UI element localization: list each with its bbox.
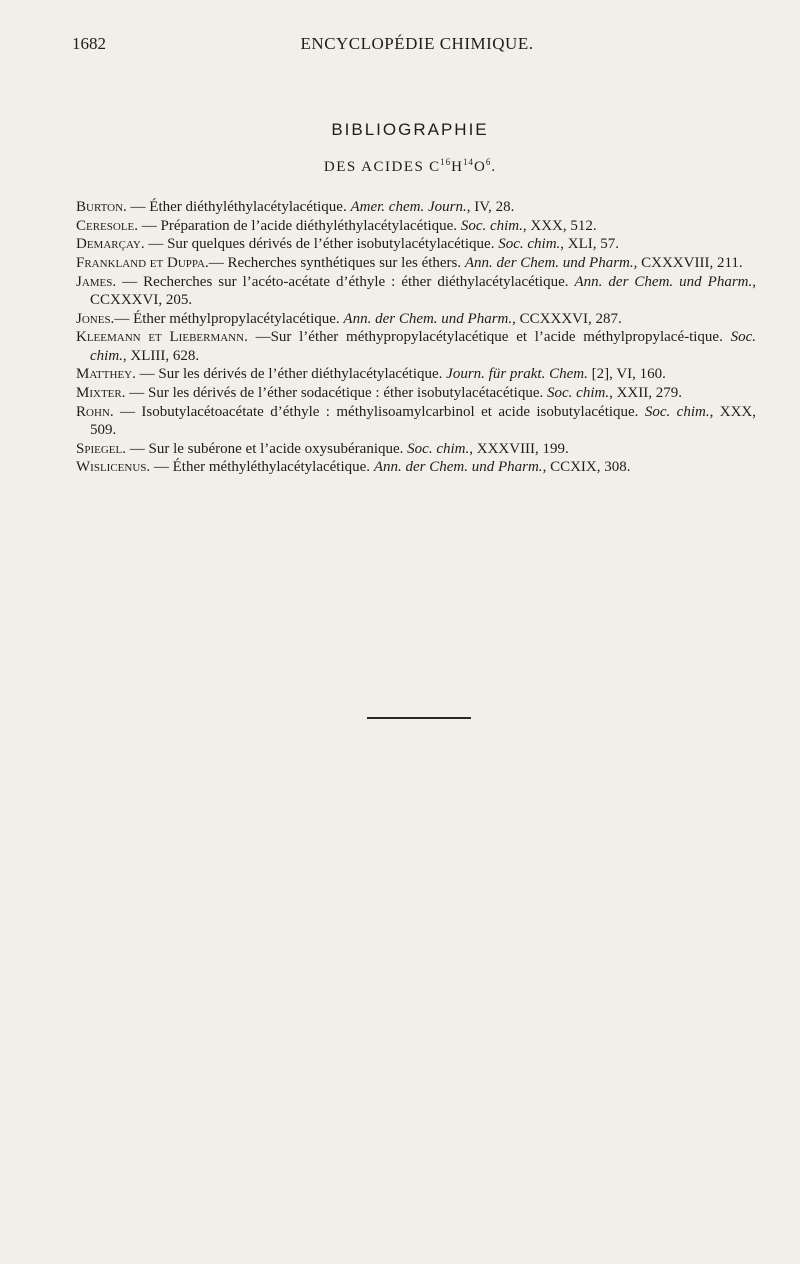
entry-text: — Préparation de l’acide diéthyléthylacétylacétique. xyxy=(138,217,461,234)
bibliography-entry xyxy=(76,235,756,253)
entry-journal: Ann. der Chem. und Pharm. xyxy=(343,310,513,327)
entry-author: Ceresole. xyxy=(76,217,139,234)
entry-author: Wislicenus. xyxy=(76,459,151,476)
entry-reference: , XXX, 509. xyxy=(90,403,757,438)
entry-journal: Journ. für prakt. Chem. xyxy=(446,366,588,383)
entry-text: — Sur les dérivés de l’éther diéthylacétylacétique. xyxy=(135,366,447,383)
entry-text: —Sur l’éther méthypropylacétylacétique et l’acide méthylpropylacé-tique. xyxy=(247,329,731,346)
entry-author: Demarçay. xyxy=(76,236,145,253)
entry-text: — Éther méthylpropylacétylacétique. xyxy=(114,310,344,327)
bibliography-entry xyxy=(76,328,756,364)
running-title: ENCYCLOPÉDIE CHIMIQUE. xyxy=(300,34,534,53)
entry-reference: [2], VI, 160. xyxy=(587,366,666,383)
entry-author: Burton. xyxy=(76,199,127,215)
entry-text: — Sur quelques dérivés de l’éther isobutylacétylacétique. xyxy=(144,236,499,253)
page-header xyxy=(72,34,762,60)
entry-author: Rohn. xyxy=(76,403,114,420)
entry-text: — Recherches sur l’acéto-acétate d’éthyle : éther diéthylacétylacétique. xyxy=(116,273,575,290)
entry-journal: Soc. chim. xyxy=(90,329,756,364)
entry-reference: , CCXXXVI, 205. xyxy=(90,273,756,309)
entry-reference: , XLIII, 628. xyxy=(122,347,200,364)
entry-text: — Sur le subérone et l’acide oxysubéranique. xyxy=(125,440,408,457)
entry-text: — Isobutylacétoacétate d’éthyle : méthylisoamylcarbinol et acide isobutylacétique. xyxy=(113,403,645,420)
entry-author: Frankland et Duppa. xyxy=(76,255,209,272)
bibliography-entry xyxy=(76,310,756,328)
bibliography-entry xyxy=(76,217,756,235)
bibliography-entry xyxy=(76,273,756,309)
entry-author: Mixter. xyxy=(76,385,126,402)
formula: $C^{16}H^{14}O^6$. xyxy=(429,157,497,175)
subtitle-prefix: DES ACIDES xyxy=(323,159,425,175)
bibliography-entry xyxy=(76,440,756,458)
entry-journal: Ann. der Chem. und Pharm. xyxy=(373,459,543,476)
entry-author: James. xyxy=(76,273,117,290)
entry-author: Kleemann et Liebermann. xyxy=(76,329,248,346)
bibliography-title: BIBLIOGRAPHIE xyxy=(331,120,489,139)
entry-journal: Soc. chim. xyxy=(460,217,523,234)
entry-journal: Ann. der Chem. und Pharm. xyxy=(464,255,634,272)
page-number: 1682 xyxy=(72,34,106,53)
bibliography-entry xyxy=(76,254,756,272)
entry-author: Jones. xyxy=(76,310,115,327)
entry-journal: Soc. chim. xyxy=(498,236,561,253)
bibliography-entry xyxy=(76,365,756,383)
entry-journal: Soc. chim. xyxy=(644,403,710,420)
entry-text: — Éther diéthyléthylacétylacétique. xyxy=(126,199,351,215)
entry-journal: Soc. chim. xyxy=(407,440,470,457)
bibliography-entry xyxy=(76,198,756,216)
entry-author: Spiegel. xyxy=(76,440,126,457)
entry-reference: , XXXVIII, 199. xyxy=(469,440,569,457)
entry-reference: , CCXIX, 308. xyxy=(542,459,631,476)
entry-reference: , XXII, 279. xyxy=(609,385,682,402)
section-divider xyxy=(367,717,471,719)
entry-text: — Éther méthyléthylacétylacétique. xyxy=(150,459,374,476)
bibliography-list xyxy=(76,198,756,477)
entry-reference: , XXX, 512. xyxy=(522,217,597,234)
entry-text: — Sur les dérivés de l’éther sodacétique : éther isobutylacétacétique. xyxy=(125,385,547,402)
entry-journal: Soc. chim. xyxy=(547,385,610,402)
entry-journal: Amer. chem. Journ. xyxy=(350,199,467,215)
entry-journal: Ann. der Chem. und Pharm. xyxy=(574,273,753,290)
entry-reference: , CXXXVIII, 211. xyxy=(633,255,743,272)
bibliography-entry xyxy=(76,384,756,402)
bibliography-entry xyxy=(76,458,756,476)
entry-reference: , CCXXXVI, 287. xyxy=(512,310,622,327)
entry-reference: , IV, 28. xyxy=(466,199,515,215)
entry-reference: , XLI, 57. xyxy=(560,236,620,253)
entry-text: — Recherches synthétiques sur les éthers. xyxy=(208,255,465,272)
bibliography-subtitle xyxy=(0,157,800,176)
entry-author: Matthey. xyxy=(76,366,136,383)
bibliography-entry xyxy=(76,403,756,439)
